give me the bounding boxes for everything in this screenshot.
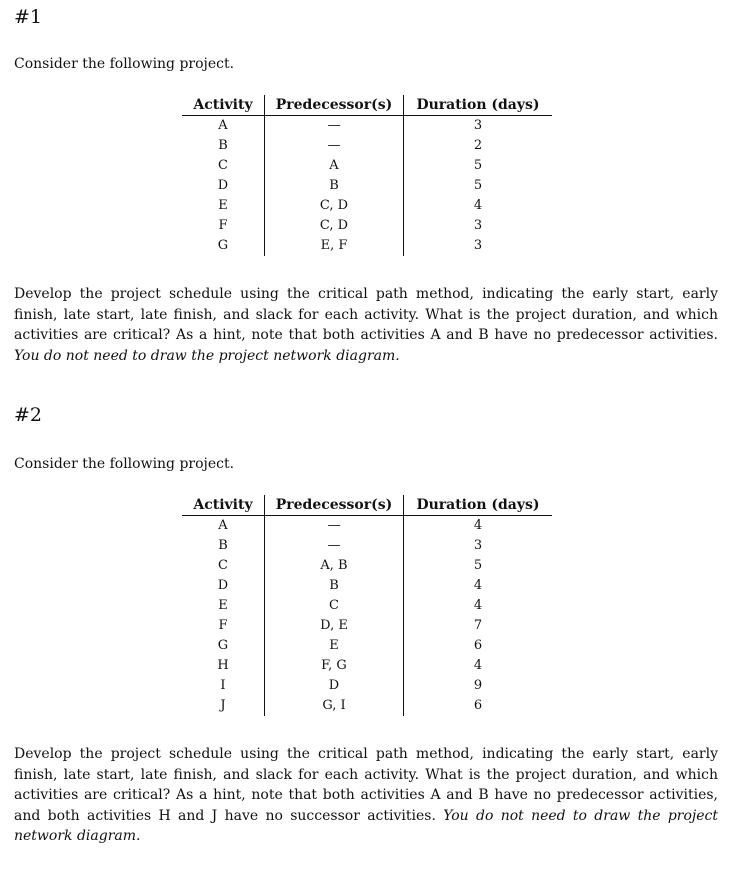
duration-cell: 4 bbox=[404, 516, 553, 537]
duration-cell: 6 bbox=[404, 696, 553, 716]
predecessors-cell: E, F bbox=[265, 236, 404, 256]
table-row bbox=[182, 696, 552, 716]
activity-cell: J bbox=[220, 698, 226, 713]
predecessors-cell: A, B bbox=[265, 556, 404, 576]
table-row bbox=[182, 156, 552, 176]
duration-cell: 4 bbox=[404, 596, 553, 616]
problem-2-instructions bbox=[14, 744, 718, 847]
table-header-row bbox=[182, 495, 552, 516]
activity-cell: B bbox=[218, 138, 228, 153]
duration-cell: 6 bbox=[404, 636, 553, 656]
activity-cell: D bbox=[217, 578, 229, 593]
activity-cell: G bbox=[217, 238, 229, 253]
table-row bbox=[182, 116, 552, 137]
table-row bbox=[182, 636, 552, 656]
duration-cell: 4 bbox=[404, 656, 553, 676]
table-row bbox=[182, 216, 552, 236]
problem-2-heading: #2 bbox=[14, 404, 43, 426]
column-header-activity: Activity bbox=[182, 95, 265, 116]
table-row bbox=[182, 236, 552, 256]
duration-cell: 9 bbox=[404, 676, 553, 696]
duration-cell: 3 bbox=[404, 116, 553, 137]
predecessors-cell: — bbox=[265, 516, 404, 537]
predecessors-cell: B bbox=[265, 576, 404, 596]
activity-cell: A bbox=[218, 518, 228, 533]
table-row bbox=[182, 196, 552, 216]
column-header-predecessors: Predecessor(s) bbox=[265, 95, 404, 116]
duration-cell: 3 bbox=[404, 536, 553, 556]
problem-1-table bbox=[182, 95, 552, 256]
predecessors-cell: D, E bbox=[265, 616, 404, 636]
table-row bbox=[182, 616, 552, 636]
problem-1-heading: #1 bbox=[14, 6, 43, 28]
predecessors-cell: D bbox=[265, 676, 404, 696]
table-row bbox=[182, 536, 552, 556]
duration-cell: 4 bbox=[404, 196, 553, 216]
activity-cell: F bbox=[218, 218, 228, 233]
predecessors-cell: — bbox=[265, 536, 404, 556]
problem-2-table bbox=[182, 495, 552, 716]
activity-cell: H bbox=[217, 658, 229, 673]
problem-1-instructions bbox=[14, 284, 718, 366]
activity-cell: F bbox=[218, 618, 228, 633]
duration-cell: 5 bbox=[404, 156, 553, 176]
predecessors-cell: E bbox=[265, 636, 404, 656]
activity-cell: G bbox=[217, 638, 229, 653]
table-header-row bbox=[182, 95, 552, 116]
duration-cell: 7 bbox=[404, 616, 553, 636]
activity-cell: I bbox=[220, 678, 226, 693]
instructions-text: Develop the project schedule using the critical path method, indicating the early start, early finish, late start, late finish, and slack for each activity. What is the project duration, and which activities are critical? As a hint, note that both activities A and B have no predecessor activities, and both activities H and J have no successor activities. bbox=[14, 746, 718, 824]
table-row bbox=[182, 556, 552, 576]
activity-cell: C bbox=[218, 558, 228, 573]
predecessors-cell: F, G bbox=[265, 656, 404, 676]
activity-cell: B bbox=[218, 538, 228, 553]
column-header-duration: Duration (days) bbox=[404, 495, 553, 516]
table-row bbox=[182, 656, 552, 676]
duration-cell: 5 bbox=[404, 556, 553, 576]
activity-cell: E bbox=[218, 598, 228, 613]
table-row bbox=[182, 596, 552, 616]
predecessors-cell: A bbox=[265, 156, 404, 176]
table-row bbox=[182, 516, 552, 537]
column-header-duration: Duration (days) bbox=[404, 95, 553, 116]
predecessors-cell: C bbox=[265, 596, 404, 616]
activity-cell: E bbox=[218, 198, 228, 213]
predecessors-cell: — bbox=[265, 116, 404, 137]
predecessors-cell: G, I bbox=[265, 696, 404, 716]
duration-cell: 2 bbox=[404, 136, 553, 156]
activity-cell: C bbox=[218, 158, 228, 173]
problem-1-intro: Consider the following project. bbox=[14, 56, 235, 72]
duration-cell: 5 bbox=[404, 176, 553, 196]
table-row bbox=[182, 676, 552, 696]
activity-cell: D bbox=[217, 178, 229, 193]
column-header-predecessors: Predecessor(s) bbox=[265, 495, 404, 516]
predecessors-cell: C, D bbox=[265, 216, 404, 236]
instructions-text: Develop the project schedule using the critical path method, indicating the early start, early finish, late start, late finish, and slack for each activity. What is the project duration, and which activities are critical? As a hint, note that both activities A and B have no predecessor activities. bbox=[14, 286, 718, 343]
column-header-activity: Activity bbox=[182, 495, 265, 516]
duration-cell: 4 bbox=[404, 576, 553, 596]
problem-2-intro: Consider the following project. bbox=[14, 456, 235, 472]
table-row bbox=[182, 136, 552, 156]
duration-cell: 3 bbox=[404, 216, 553, 236]
table-row bbox=[182, 176, 552, 196]
instructions-note: You do not need to draw the project network diagram. bbox=[14, 347, 400, 364]
table-row bbox=[182, 576, 552, 596]
predecessors-cell: — bbox=[265, 136, 404, 156]
instructions-note: You do not need to draw the project network diagram. bbox=[14, 807, 719, 844]
duration-cell: 3 bbox=[404, 236, 553, 256]
predecessors-cell: C, D bbox=[265, 196, 404, 216]
activity-cell: A bbox=[218, 118, 228, 133]
predecessors-cell: B bbox=[265, 176, 404, 196]
